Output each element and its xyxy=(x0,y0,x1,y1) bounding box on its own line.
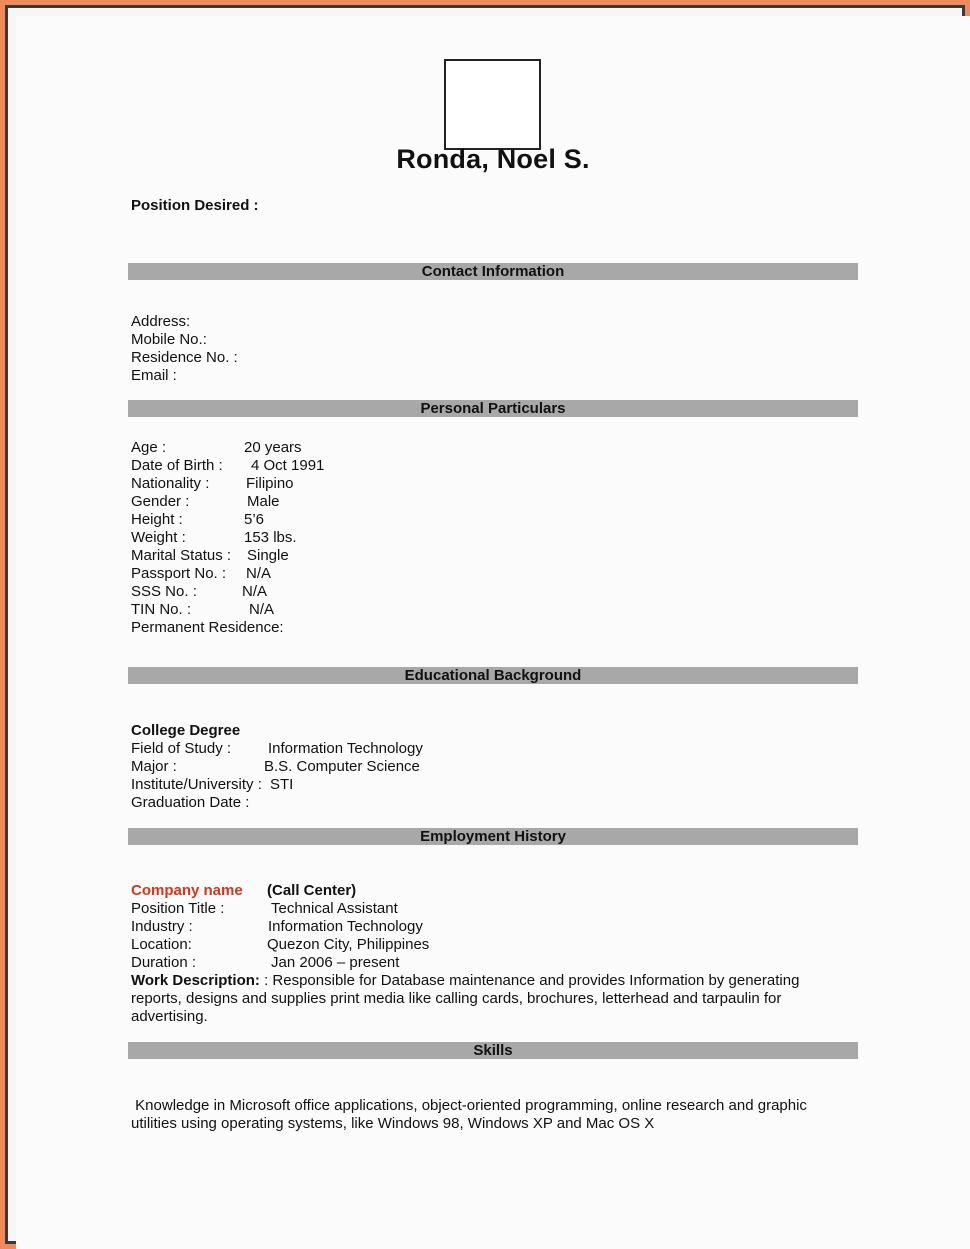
position-title-label: Position Title : xyxy=(131,900,225,917)
major-label: Major : xyxy=(131,758,177,775)
inner-frame xyxy=(5,5,965,1244)
passport-value: N/A xyxy=(246,565,272,582)
duration-value: Jan 2006 – present xyxy=(271,954,400,971)
sss-value: N/A xyxy=(242,583,268,600)
institute-label: Institute/University : xyxy=(131,776,262,793)
degree-heading: College Degree xyxy=(131,722,241,739)
tin-label: TIN No. : xyxy=(131,601,192,618)
permanent-residence-label: Permanent Residence: xyxy=(131,619,284,636)
mobile-label: Mobile No.: xyxy=(131,331,207,348)
position-desired-label: Position Desired : xyxy=(131,197,259,214)
field-of-study-value: Information Technology xyxy=(268,740,423,757)
institute-value: STI xyxy=(270,776,294,793)
section-header-employment: Employment History xyxy=(128,828,858,845)
weight-label: Weight : xyxy=(131,529,186,546)
company-name-label: Company name xyxy=(131,882,243,899)
applicant-name: Ronda, Noel S. xyxy=(396,144,590,174)
height-label: Height : xyxy=(131,511,183,528)
residence-label: Residence No. : xyxy=(131,349,238,366)
work-description-label: Work Description: xyxy=(131,972,260,989)
nationality-value: Filipino xyxy=(246,475,294,492)
resume-page xyxy=(16,16,970,1249)
sss-label: SSS No. : xyxy=(131,583,197,600)
nationality-label: Nationality : xyxy=(131,475,210,492)
skills-text xyxy=(131,1097,851,1133)
photo-placeholder xyxy=(444,59,541,150)
age-value: 20 years xyxy=(244,439,302,456)
gender-value: Male xyxy=(247,493,280,510)
tin-value: N/A xyxy=(249,601,275,618)
employment-block xyxy=(131,882,831,1026)
section-header-skills: Skills xyxy=(128,1042,858,1059)
dob-value: 4 Oct 1991 xyxy=(251,457,325,474)
field-of-study-label: Field of Study : xyxy=(131,740,232,757)
passport-label: Passport No. : xyxy=(131,565,227,582)
dob-label: Date of Birth : xyxy=(131,457,223,474)
height-value: 5’6 xyxy=(244,511,265,528)
duration-label: Duration : xyxy=(131,954,197,971)
company-name-value: (Call Center) xyxy=(267,882,357,899)
work-description xyxy=(131,972,831,1026)
position-title-value: Technical Assistant xyxy=(271,900,398,917)
age-label: Age : xyxy=(131,439,167,456)
marital-status-value: Single xyxy=(247,547,289,564)
weight-value: 153 lbs. xyxy=(244,529,297,546)
section-header-education: Educational Background xyxy=(128,667,858,684)
email-label: Email : xyxy=(131,367,177,384)
address-label: Address: xyxy=(131,313,191,330)
major-value: B.S. Computer Science xyxy=(264,758,420,775)
skills-description: Knowledge in Microsoft office applications, object-oriented programming, online research and graphic utilities using operating systems, like Windows 98, Windows XP and Mac OS X xyxy=(131,1097,807,1132)
gender-label: Gender : xyxy=(131,493,190,510)
section-header-contact: Contact Information xyxy=(128,263,858,280)
graduation-date-label: Graduation Date : xyxy=(131,794,250,811)
work-description-text: : Responsible for Database maintenance and provides Information by generating reports, designs and supplies print media like calling cards, brochures, letterhead and tarpaulin for advertising. xyxy=(131,972,800,1025)
industry-value: Information Technology xyxy=(268,918,423,935)
location-label: Location: xyxy=(131,936,192,953)
location-value: Quezon City, Philippines xyxy=(267,936,430,953)
section-header-personal: Personal Particulars xyxy=(128,400,858,417)
marital-status-label: Marital Status : xyxy=(131,547,232,564)
industry-label: Industry : xyxy=(131,918,193,935)
